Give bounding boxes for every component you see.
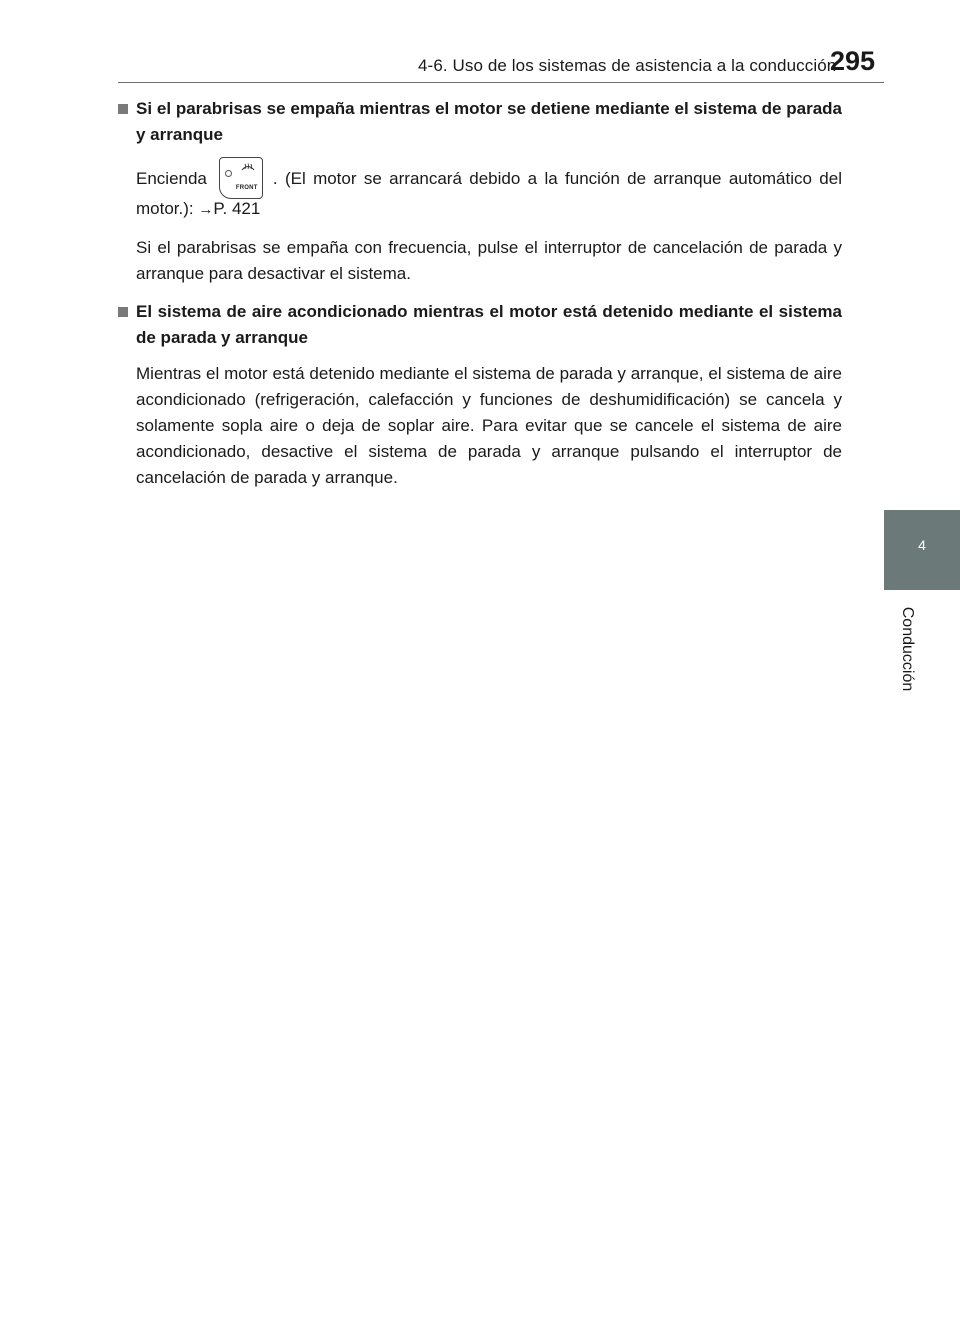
section-air-conditioning-stop-start [118, 299, 842, 491]
front-defroster-button-icon [219, 157, 263, 199]
section-title-text: El sistema de aire acondicionado mientras el motor está detenido mediante el sistema de parada y arranque [136, 302, 842, 347]
paragraph-text-after-icon: . (El motor se arrancará debido a la función de arranque automático del motor.): [136, 169, 842, 218]
page-header [0, 0, 960, 84]
arrow-right-icon: → [198, 201, 214, 218]
section-title-text: Si el parabrisas se empaña mientras el motor se detiene mediante el sistema de parada y arranque [136, 99, 842, 144]
section-title [118, 96, 842, 148]
section-defog-stop-start [118, 96, 842, 287]
chapter-number: 4 [918, 537, 926, 553]
page-reference-link[interactable]: P. 421 [213, 199, 261, 218]
page-number: 295 [830, 46, 876, 76]
header-section-title: 4-6. Uso de los sistemas de asistencia a la conducción [418, 56, 837, 75]
square-bullet-icon [118, 307, 128, 317]
section-title [118, 299, 842, 351]
header-divider [118, 82, 884, 83]
indicator-light-icon [225, 170, 232, 177]
button-label: FRONT [235, 184, 258, 191]
chapter-label-box [876, 598, 938, 700]
chapter-label: Conducción [899, 606, 916, 692]
paragraph: Si el parabrisas se empaña con frecuencia, pulse el interruptor de cancelación de parada y arranque para desactivar el sistema. [136, 238, 842, 283]
defroster-wave-icon [241, 162, 255, 172]
page-content [118, 96, 842, 497]
paragraph: Mientras el motor está detenido mediante el sistema de parada y arranque, el sistema de aire acondicionado (refrigeración, calefacción y funciones de deshumidificación) se cancela y solamente sopla aire o deja de soplar aire. Para evitar que se cancele el sistema de aire acondicionado, desactive el sistema de parada y arranque pulsando el interruptor de cancelación de parada y arranque. [136, 364, 842, 487]
square-bullet-icon [118, 104, 128, 114]
paragraph [136, 164, 842, 225]
paragraph-text-before-icon: Encienda [136, 169, 207, 188]
chapter-tab [884, 510, 960, 590]
